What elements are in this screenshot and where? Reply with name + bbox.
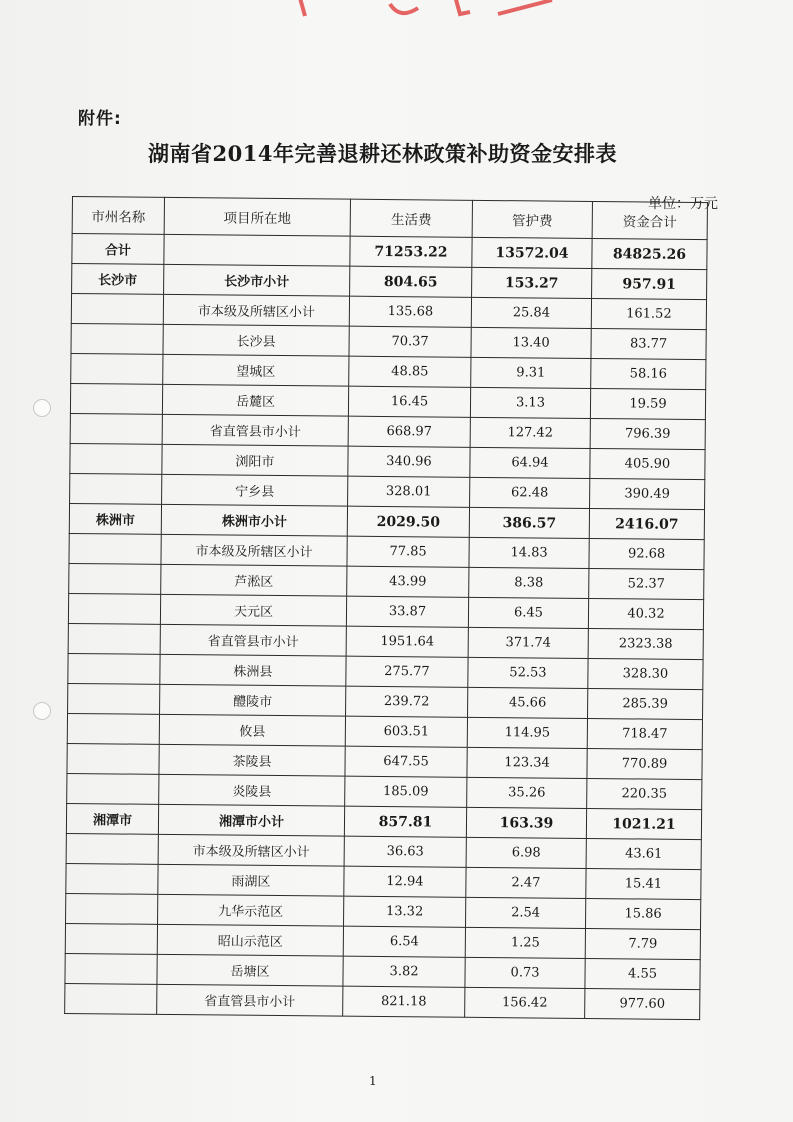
- fund-total-cell: 390.49: [590, 478, 705, 509]
- care-cost-cell: 2.54: [465, 897, 585, 928]
- city-cell: [65, 983, 157, 1014]
- care-cost-cell: 163.39: [466, 807, 586, 838]
- location-cell: 九华示范区: [158, 894, 344, 926]
- living-cost-cell: 857.81: [344, 806, 466, 837]
- location-cell: 株洲县: [160, 654, 346, 686]
- page-number: 1: [369, 1074, 377, 1088]
- fund-total-cell: 957.91: [592, 268, 707, 299]
- care-cost-cell: 45.66: [468, 687, 588, 718]
- table-header-row: [72, 197, 707, 240]
- city-cell: [69, 563, 161, 594]
- living-cost-cell: 12.94: [344, 866, 466, 897]
- city-cell: [66, 833, 158, 864]
- city-cell: [68, 683, 160, 714]
- living-cost-cell: 1951.64: [346, 626, 468, 657]
- fund-total-cell: 2323.38: [588, 628, 703, 659]
- location-cell: 炎陵县: [159, 774, 345, 806]
- city-cell: [71, 323, 163, 354]
- care-cost-cell: 52.53: [468, 657, 588, 688]
- city-cell: [70, 413, 162, 444]
- subsidy-table: [64, 196, 708, 1020]
- fund-total-cell: 796.39: [590, 418, 705, 449]
- location-cell: 醴陵市: [160, 684, 346, 716]
- city-cell: 合计: [72, 234, 164, 265]
- city-cell: [67, 773, 159, 804]
- fund-total-cell: 43.61: [586, 838, 701, 869]
- living-cost-cell: 2029.50: [347, 506, 469, 537]
- care-cost-cell: 6.45: [468, 597, 588, 628]
- location-cell: 长沙县: [163, 324, 349, 356]
- city-cell: [69, 533, 161, 564]
- location-cell: 省直管县市小计: [160, 624, 346, 656]
- living-cost-cell: 13.32: [344, 896, 466, 927]
- care-cost-cell: 371.74: [468, 627, 588, 658]
- city-cell: [66, 863, 158, 894]
- living-cost-cell: 821.18: [343, 986, 465, 1017]
- city-cell: [67, 713, 159, 744]
- care-cost-cell: 386.57: [469, 507, 589, 538]
- fund-total-cell: 40.32: [588, 598, 703, 629]
- city-cell: [70, 383, 162, 414]
- attachment-label: 附件:: [78, 109, 122, 129]
- living-cost-cell: 77.85: [347, 536, 469, 567]
- living-cost-cell: 647.55: [345, 746, 467, 777]
- living-cost-cell: 603.51: [345, 716, 467, 747]
- location-cell: 湘潭市小计: [158, 804, 344, 836]
- fund-total-cell: 405.90: [590, 448, 705, 479]
- red-stamp-fragment: [270, 0, 560, 24]
- fund-total-cell: 92.68: [589, 538, 704, 569]
- fund-total-cell: 7.79: [585, 928, 700, 959]
- location-cell: 茶陵县: [159, 744, 345, 776]
- living-cost-cell: 275.77: [346, 656, 468, 687]
- living-cost-cell: 804.65: [350, 266, 472, 297]
- header-location: 项目所在地: [164, 197, 350, 236]
- care-cost-cell: 1.25: [465, 927, 585, 958]
- living-cost-cell: 36.63: [344, 836, 466, 867]
- care-cost-cell: 114.95: [467, 717, 587, 748]
- punch-hole: [33, 399, 51, 417]
- care-cost-cell: 0.73: [465, 957, 585, 988]
- city-cell: [68, 653, 160, 684]
- fund-total-cell: 15.41: [586, 868, 701, 899]
- living-cost-cell: 71253.22: [350, 236, 472, 267]
- living-cost-cell: 185.09: [345, 776, 467, 807]
- city-cell: 株洲市: [69, 503, 161, 534]
- location-cell: 岳塘区: [157, 954, 343, 986]
- care-cost-cell: 156.42: [465, 987, 585, 1018]
- fund-total-cell: 19.59: [590, 388, 705, 419]
- header-living-cost: 生活费: [350, 199, 472, 237]
- living-cost-cell: 70.37: [349, 326, 471, 357]
- care-cost-cell: 123.34: [467, 747, 587, 778]
- city-cell: [67, 743, 159, 774]
- city-cell: [70, 443, 162, 474]
- city-cell: [66, 893, 158, 924]
- location-cell: 市本级及所辖区小计: [163, 294, 349, 326]
- location-cell: 市本级及所辖区小计: [161, 534, 347, 566]
- care-cost-cell: 14.83: [469, 537, 589, 568]
- fund-total-cell: 161.52: [591, 298, 706, 329]
- location-cell: 望城区: [163, 354, 349, 386]
- fund-total-cell: 83.77: [591, 328, 706, 359]
- fund-total-cell: 220.35: [587, 778, 702, 809]
- location-cell: 省直管县市小计: [162, 414, 348, 446]
- location-cell: 攸县: [159, 714, 345, 746]
- living-cost-cell: 239.72: [346, 686, 468, 717]
- header-fund-total: 资金合计: [592, 201, 707, 239]
- city-cell: [65, 953, 157, 984]
- care-cost-cell: 2.47: [466, 867, 586, 898]
- location-cell: 省直管县市小计: [157, 984, 343, 1016]
- city-cell: 湘潭市: [66, 803, 158, 834]
- city-cell: 长沙市: [72, 264, 164, 295]
- care-cost-cell: 6.98: [466, 837, 586, 868]
- care-cost-cell: 153.27: [472, 267, 592, 298]
- location-cell: 昭山示范区: [157, 924, 343, 956]
- care-cost-cell: 8.38: [469, 567, 589, 598]
- living-cost-cell: 668.97: [348, 416, 470, 447]
- location-cell: 天元区: [160, 594, 346, 626]
- fund-total-cell: 2416.07: [589, 508, 704, 539]
- location-cell: 岳麓区: [162, 384, 348, 416]
- fund-total-cell: 58.16: [591, 358, 706, 389]
- fund-total-cell: 15.86: [585, 898, 700, 929]
- care-cost-cell: 35.26: [467, 777, 587, 808]
- header-city: 市州名称: [72, 197, 164, 235]
- living-cost-cell: 6.54: [343, 926, 465, 957]
- care-cost-cell: 25.84: [471, 297, 591, 328]
- care-cost-cell: 3.13: [470, 387, 590, 418]
- punch-hole: [33, 702, 51, 720]
- care-cost-cell: 13.40: [471, 327, 591, 358]
- document-title: 湖南省2014年完善退耕还林政策补助资金安排表: [148, 141, 617, 166]
- fund-total-cell: 4.55: [585, 958, 700, 989]
- living-cost-cell: 16.45: [348, 386, 470, 417]
- city-cell: [68, 593, 160, 624]
- living-cost-cell: 33.87: [346, 596, 468, 627]
- header-care-cost: 管护费: [472, 200, 592, 238]
- fund-total-cell: 52.37: [589, 568, 704, 599]
- location-cell: 株洲市小计: [161, 504, 347, 536]
- location-cell: 雨湖区: [158, 864, 344, 896]
- living-cost-cell: 48.85: [349, 356, 471, 387]
- fund-total-cell: 1021.21: [586, 808, 701, 839]
- location-cell: 浏阳市: [162, 444, 348, 476]
- unit-label: 单位：万元: [648, 196, 718, 212]
- care-cost-cell: 64.94: [470, 447, 590, 478]
- table-row: [65, 983, 700, 1019]
- living-cost-cell: 328.01: [348, 476, 470, 507]
- city-cell: [70, 473, 162, 504]
- city-cell: [71, 294, 163, 325]
- care-cost-cell: 62.48: [470, 477, 590, 508]
- living-cost-cell: 3.82: [343, 956, 465, 987]
- fund-total-cell: 328.30: [588, 658, 703, 689]
- care-cost-cell: 13572.04: [472, 237, 592, 268]
- care-cost-cell: 127.42: [470, 417, 590, 448]
- location-cell: [164, 234, 350, 266]
- fund-total-cell: 84825.26: [592, 238, 707, 269]
- fund-total-cell: 977.60: [585, 988, 700, 1019]
- location-cell: 芦淞区: [161, 564, 347, 596]
- city-cell: [68, 623, 160, 654]
- city-cell: [65, 923, 157, 954]
- city-cell: [71, 353, 163, 384]
- living-cost-cell: 135.68: [349, 296, 471, 327]
- location-cell: 宁乡县: [162, 474, 348, 506]
- living-cost-cell: 43.99: [347, 566, 469, 597]
- fund-total-cell: 718.47: [587, 718, 702, 749]
- fund-total-cell: 770.89: [587, 748, 702, 779]
- location-cell: 长沙市小计: [164, 264, 350, 296]
- living-cost-cell: 340.96: [348, 446, 470, 477]
- care-cost-cell: 9.31: [471, 357, 591, 388]
- location-cell: 市本级及所辖区小计: [158, 834, 344, 866]
- fund-total-cell: 285.39: [588, 688, 703, 719]
